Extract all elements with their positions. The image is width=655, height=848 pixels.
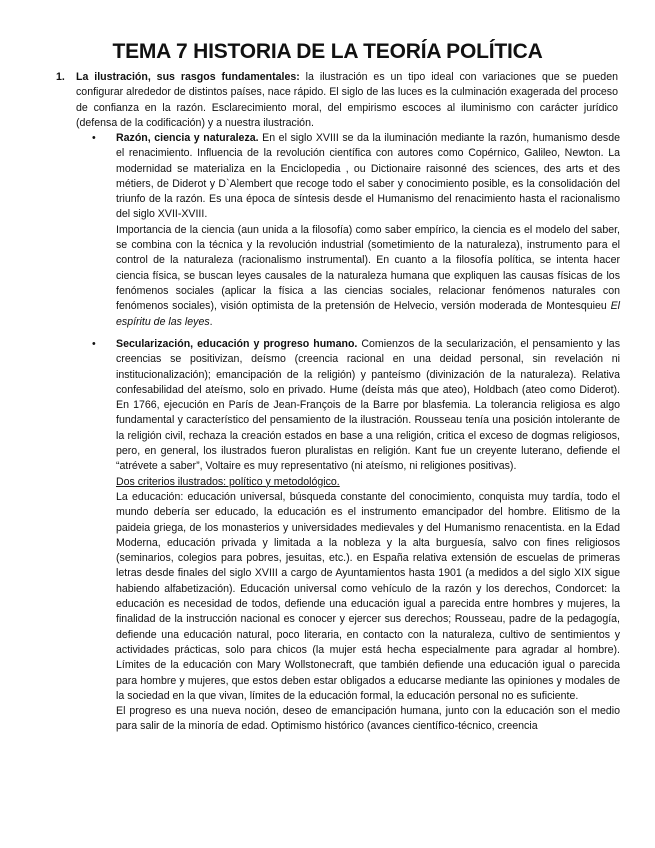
criteria-subheading: Dos criterios ilustrados: político y metodológico. — [116, 475, 340, 488]
bullet-1-paragraph — [116, 131, 620, 223]
bullet-2-heading: Secularización, educación y progreso humano. — [116, 338, 358, 350]
bullet-1-text: En el siglo XVIII se da la iluminación mediante la razón, humanismo desde el renacimiento. Influencia de la revolución científica con autores como Copérnico, Galileo, Newton. La modernidad se materializa en la Enciclopedia , ou Dictionaire raisonné des sciences, des arts et des métiers, de Diderot y D`Alembert que recoge todo el saber y conocimiento posible, es la consolidación del triunfo de la razón. Es una época de síntesis desde el Humanismo del renacimiento hasta el racionalismo del siglo XVII-XVIII. — [116, 132, 620, 221]
section-1-text: la ilustración es un tipo ideal con variaciones que se pueden configurar alrededor de distintos países, nace rápido. El siglo de las luces es la culminación exagerada del proceso de confianza en la razón. Esclarecimiento moral, del empirismo escoces al iluminismo con carácter jurídico (defensa de la codificación) y a nuestra ilustración. — [76, 71, 618, 129]
bullet-1-paragraph-2 — [116, 223, 620, 330]
bullet-1-content — [116, 131, 620, 330]
bullet-2-paragraph — [116, 337, 620, 475]
bullet-icon: • — [92, 338, 96, 350]
section-1-body — [76, 70, 618, 131]
bullet-icon: • — [92, 132, 96, 144]
book-title-italic: El espíritu de las leyes — [116, 300, 620, 328]
bullet-razon-ciencia — [92, 131, 620, 330]
progress-paragraph: El progreso es una nueva noción, deseo de emancipación humana, junto con la educación son el medio para salir de la minoría de edad. Optimismo histórico (avances científico-técnico, creencia — [116, 705, 620, 733]
bullet-2-content — [116, 337, 620, 735]
section-1-heading: La ilustración, sus rasgos fundamentales: — [76, 71, 300, 83]
bullet-1-para2-text: Importancia de la ciencia (aun unida a la filosofía) como saber empírico, la ciencia es el modelo del saber, se combina con la técnica y la revolución industrial (sometimiento de la naturaleza), instrumento para el control de la naturaleza (racionalismo instrumental). En cuanto a la filosofía política, se intenta hacer ciencia física, se buscan leyes causales de la naturaleza humana que expliquen las causas físicas de los fenómenos sociales (aplicar la física a las ciencias sociales, relacionar fenómenos naturales con fenómenos sociales), visión optimista de la pretensión de Helvecio, versión moderada de Montesquieu — [116, 223, 620, 313]
section-1-number: 1. — [56, 71, 65, 83]
section-1 — [56, 70, 618, 131]
bullet-1-para2-end: . — [209, 315, 213, 328]
education-paragraph: La educación: educación universal, búsqueda constante del conocimiento, conquista muy tardía, todo el mundo debería ser educado, la educación es el instrumento emancipador del hombre. Elitismo de la paideia griega, de los monasterios y universidades medievales y del Humanismo renacentista. en la Edad Moderna, educación privada y limitada a la nobleza y la alta burguesía, salvo con fines religiosos (seminarios, colegios para pobres, jesuitas, etc.). en España relativa extensión de escuelas de primeras letras desde finales del siglo XVIII a cargo de Ayuntamientos hasta 1901 (a medidos a del siglo XIX sigue habiendo alfabetización). Educación universal como vehículo de la razón y los derechos, Condorcet: la educación es necesidad de todos, defiende una educación igual a parecida entre hombres y mujeres, la finalidad de la instrucción nacional es conocer y ejercer sus derechos; Rousseau, padre de la pedagogía, defiende una educación natural, poco literaria, en contacto con la naturaleza, cultivo de sentimientos y actividades prácticas, solo para chicos (la mujer está hecha especialmente para agradar al hombre). Límites de la educación con Mary Wollstonecraft, que también defiende una educación igual o parecida para hombre y mujeres, que estos deben estar obligados a educarse mediante las opiniones y modales de la sociedad en la que vivan, límites de la educación formal, la educación personal no es suficiente. — [116, 490, 620, 702]
bullet-2-text: Comienzos de la secularización, el pensamiento y las creencias se positivizan, deísmo (creencia racional en una deidad personal, sin revelación ni institucionalización); emancipación de la religión) y panteísmo (divinización de la naturaleza). Relativa confesabilidad del ateísmo, solo en privado. Hume (deísta más que ateo), Holdbach (ateo como Diderot). En 1766, ejecución en París de Jean-François de la Barre por blasfemia. La tolerancia religiosa es algo fundamental y característico del pensamiento de la ilustración. Rousseau tenía una posición intolerante de la religión civil, rechaza la creación estados en base a una religión, critica el exceso de dogmas religiosos, pero, en general, los ilustrados fueron pluralistas en religión. Kant fue un creyente luterano, defiende el “atrévete a saber”, Voltaire es muy representativo (ni ateísmo, ni religiones positivas). — [116, 338, 620, 473]
bullet-secularizacion — [92, 337, 620, 735]
document-title: TEMA 7 HISTORIA DE LA TEORÍA POLÍTICA — [112, 40, 543, 63]
bullet-1-heading: Razón, ciencia y naturaleza. — [116, 132, 259, 144]
